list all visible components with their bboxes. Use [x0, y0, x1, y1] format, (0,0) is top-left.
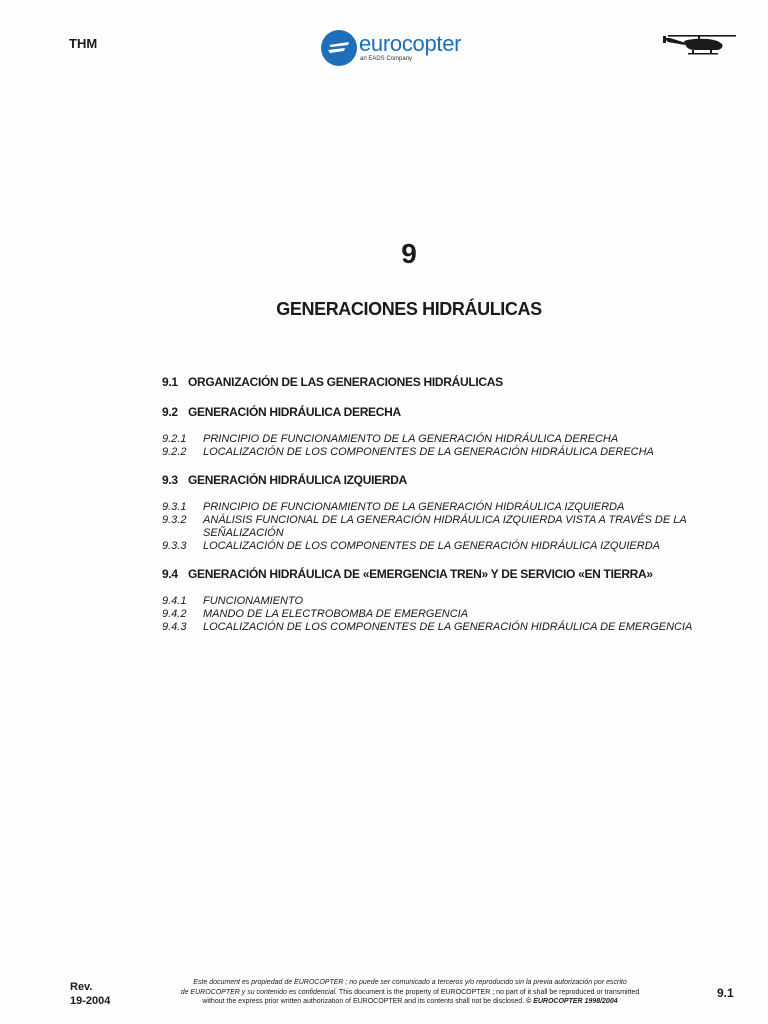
toc-subsection	[162, 540, 722, 553]
toc-subsection-title: LOCALIZACIÓN DE LOS COMPONENTES DE LA GENERACIÓN HIDRÁULICA DE EMERGENCIA	[203, 621, 693, 633]
logo-subtext: an EADS Company	[360, 56, 413, 62]
toc-section-number: 9.1	[162, 375, 178, 389]
toc-subsection-list	[162, 595, 722, 634]
toc-subsection	[162, 433, 722, 446]
toc-subsection-title: LOCALIZACIÓN DE LOS COMPONENTES DE LA GENERACIÓN HIDRÁULICA IZQUIERDA	[203, 540, 660, 552]
page-number: 9.1	[717, 986, 734, 1000]
revision-value: 19-2004	[70, 995, 111, 1007]
toc-section-number: 9.2	[162, 405, 178, 419]
toc-subsection	[162, 446, 722, 459]
logo-wordmark: eurocopter	[359, 31, 462, 56]
toc-section	[162, 473, 722, 487]
toc-subsection	[162, 514, 722, 540]
toc-section-title: GENERACIÓN HIDRÁULICA DE «EMERGENCIA TREN» Y DE SERVICIO «EN TIERRA»	[188, 567, 653, 581]
toc-subsection	[162, 621, 722, 634]
toc-subsection-number: 9.2.1	[162, 433, 187, 445]
legal-line-1: Este document es propiedad de EUROCOPTER ; no puede ser comunicado a terceros y/o reproducido sin la previa autorización por escrito	[193, 979, 627, 986]
toc-subsection-number: 9.3.1	[162, 501, 187, 513]
toc-subsection-title: ANÁLISIS FUNCIONAL DE LA GENERACIÓN HIDRÁULICA IZQUIERDA VISTA A TRAVÉS DE LA SEÑALIZACIÓN	[203, 514, 687, 539]
toc-subsection	[162, 501, 722, 514]
chapter-title: GENERACIONES HIDRÁULICAS	[276, 299, 542, 319]
table-of-contents	[162, 375, 722, 643]
logo-emblem-icon	[321, 30, 357, 66]
toc-section	[162, 375, 722, 389]
toc-subsection-number: 9.4.3	[162, 621, 187, 633]
legal-line-3-en: without the express prior written authorization of EUROCOPTER and its contents shall not be disclosed.	[202, 998, 525, 1005]
toc-section	[162, 567, 722, 581]
toc-subsection-title: PRINCIPIO DE FUNCIONAMIENTO DE LA GENERACIÓN HIDRÁULICA IZQUIERDA	[203, 501, 625, 513]
toc-section-title: ORGANIZACIÓN DE LAS GENERACIONES HIDRÁULICAS	[188, 375, 503, 389]
toc-subsection-number: 9.2.2	[162, 446, 187, 458]
revision-label: Rev.	[70, 981, 93, 993]
eurocopter-logo	[320, 28, 490, 68]
toc-subsection-list	[162, 501, 722, 553]
document-code: THM	[69, 36, 98, 51]
toc-subsection-number: 9.3.2	[162, 514, 187, 526]
toc-subsection-title: FUNCIONAMIENTO	[203, 595, 304, 607]
helicopter-icon	[662, 32, 738, 56]
toc-section-number: 9.4	[162, 567, 178, 581]
toc-section	[162, 405, 722, 419]
chapter-number: 9	[401, 238, 417, 269]
toc-subsection-title: MANDO DE LA ELECTROBOMBA DE EMERGENCIA	[203, 608, 469, 620]
toc-subsection	[162, 608, 722, 621]
legal-line-2-en: This document is the property of EUROCOPTER ; no part of it shall be reproduced or transmitted	[337, 988, 640, 996]
toc-section-title: GENERACIÓN HIDRÁULICA DERECHA	[188, 405, 401, 419]
copyright-notice: © EUROCOPTER 1998/2004	[524, 998, 618, 1005]
toc-section-title: GENERACIÓN HIDRÁULICA IZQUIERDA	[188, 473, 407, 487]
toc-subsection-title: LOCALIZACIÓN DE LOS COMPONENTES DE LA GENERACIÓN HIDRÁULICA DERECHA	[203, 446, 654, 458]
legal-notice	[150, 978, 670, 1007]
toc-subsection-number: 9.3.3	[162, 540, 187, 552]
toc-section-number: 9.3	[162, 473, 178, 487]
legal-line-2-es: de EUROCOPTER y su contenido es confidencial.	[180, 988, 338, 996]
toc-subsection-number: 9.4.2	[162, 608, 187, 620]
revision-block	[70, 980, 110, 1008]
toc-subsection-title: PRINCIPIO DE FUNCIONAMIENTO DE LA GENERACIÓN HIDRÁULICA DERECHA	[203, 433, 619, 445]
toc-subsection-number: 9.4.1	[162, 595, 187, 607]
toc-subsection-list	[162, 433, 722, 459]
toc-subsection	[162, 595, 722, 608]
